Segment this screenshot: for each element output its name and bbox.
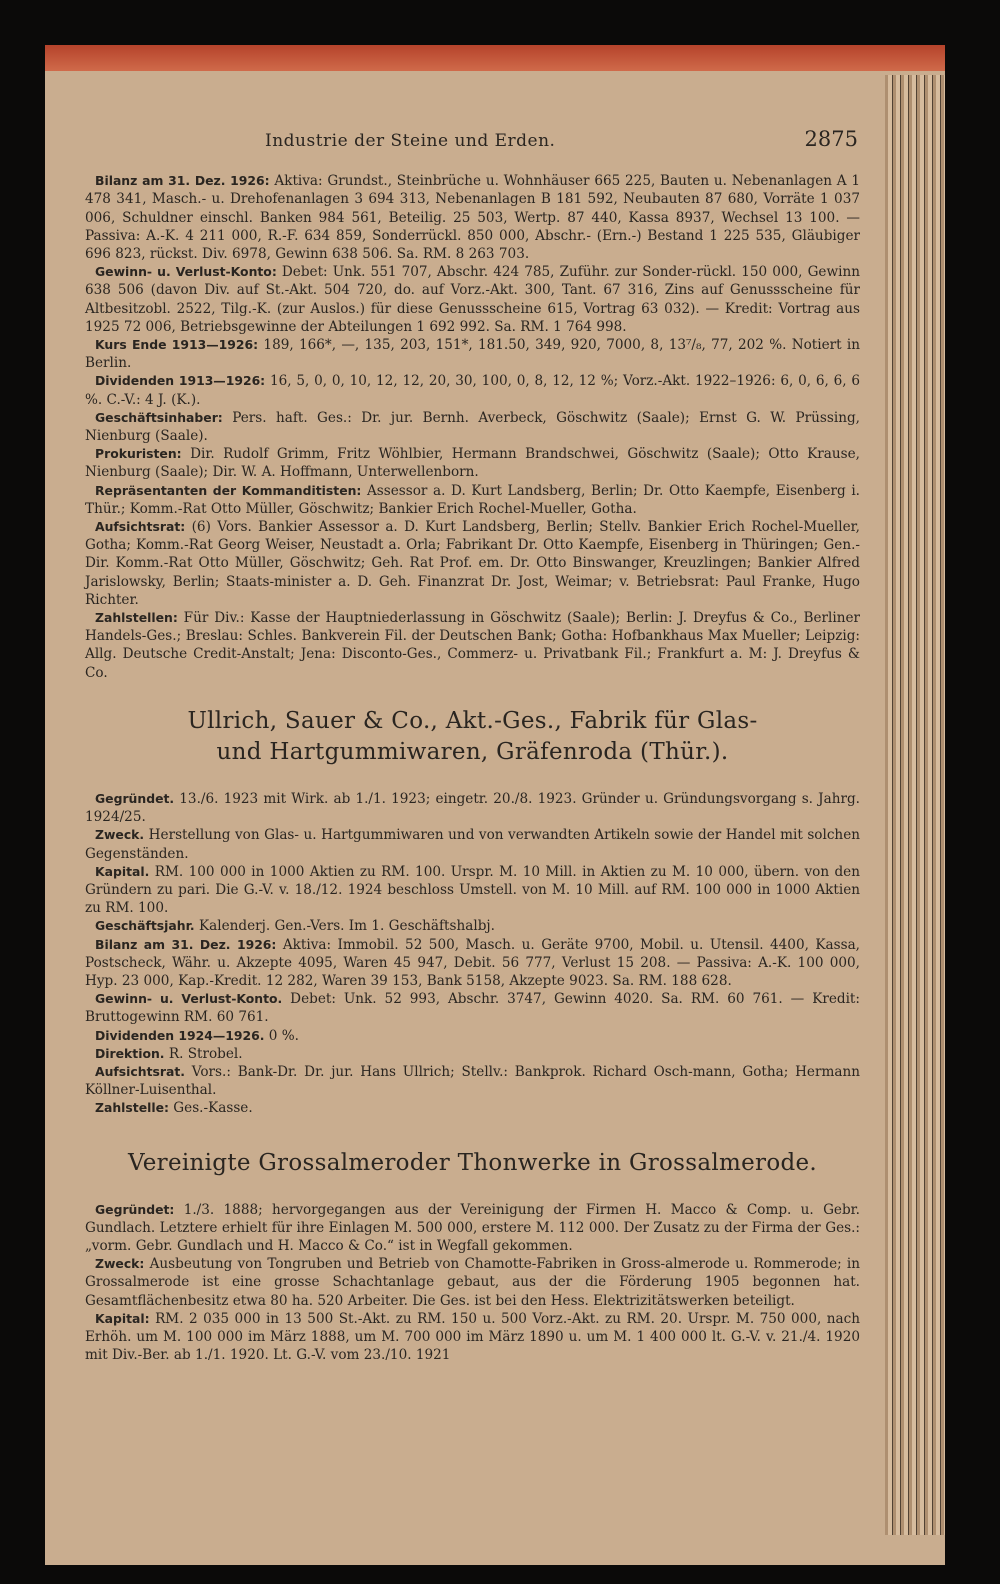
company-heading-ullrich-sauer — [85, 706, 860, 768]
entry-label: Gewinn- u. Verlust-Konto: — [95, 264, 277, 280]
entry-label: Gegründet. — [95, 790, 175, 806]
entry-label: Zweck: — [95, 1256, 145, 1272]
entry-label: Direktion. — [95, 1045, 165, 1061]
entry-paragraph — [85, 1099, 860, 1117]
entry-text: Debet: Unk. 52 993, Abschr. 3747, Gewinn 4020. Sa. RM. 60 761. — Kredit: Bruttogewinn RM. 60 761. — [85, 991, 860, 1026]
entry-paragraph — [85, 172, 860, 263]
entry-label: Geschäftsjahr. — [95, 918, 195, 934]
entry-label: Kapital: — [95, 1310, 150, 1326]
entry-label: Dividenden 1924—1926. — [95, 1027, 265, 1043]
page-number: 2875 — [804, 127, 858, 151]
entry-paragraph — [85, 409, 860, 445]
entry-text: Ges.-Kasse. — [173, 1100, 253, 1117]
entry-paragraph — [85, 336, 860, 372]
entry-paragraph — [85, 1027, 860, 1045]
entry-label: Gewinn- u. Verlust-Konto. — [95, 991, 283, 1007]
entry-text: Assessor a. D. Kurt Landsberg, Berlin; Dr. Otto Kaempfe, Eisenberg i. Thür.; Komm.-Rat Otto Müller, Göschwitz; Bankier Erich Rochel-Mueller, Gotha. — [85, 482, 860, 517]
entry-paragraph — [85, 863, 860, 918]
entry-text: RM. 2 035 000 in 13 500 St.-Akt. zu RM. 150 u. 500 Vorz.-Akt. zu RM. 20. Urspr. M. 750 000, nach Erhöh. um M. 100 000 im März 1888, um M. 700 000 im März 1890 u. um M. 1 400 000 lt. G.-V. v. 21./4. 1920 mit Div.-Ber. ab 1./1. 1920. Lt. G.-V. vom 23./10. 1921 — [85, 1310, 861, 1364]
entry-label: Gegründet: — [95, 1201, 175, 1217]
entry-text: 0 %. — [268, 1027, 299, 1044]
entry-paragraph — [85, 1201, 860, 1256]
entry-label: Prokuristen: — [95, 446, 182, 462]
entry-text: R. Strobel. — [168, 1045, 243, 1062]
scanned-page — [45, 45, 945, 1565]
entry-text: Vors.: Bank-Dr. Dr. jur. Hans Ullrich; Stellv.: Bankprok. Richard Osch-mann, Gotha; Hermann Köllner-Luisenthal. — [85, 1063, 860, 1099]
red-page-edge-band — [45, 45, 945, 71]
entry-paragraph — [85, 1045, 860, 1063]
entry-label: Zahlstelle: — [95, 1100, 169, 1116]
entry-paragraph — [85, 518, 860, 609]
entry-paragraph — [85, 445, 860, 481]
entry-paragraph — [85, 263, 860, 336]
company-heading-line1: Ullrich, Sauer & Co., Akt.-Ges., Fabrik für Glas- — [187, 707, 758, 734]
page-text — [85, 120, 860, 1364]
entry-label: Zahlstellen: — [95, 610, 178, 626]
book-page-edges — [885, 75, 945, 1535]
entry-text: Für Div.: Kasse der Hauptniederlassung in Göschwitz (Saale); Berlin: J. Dreyfus & Co., Berliner Handels-Ges.; Breslau: Schles. Bankverein Fil. der Deutschen Bank; Gotha: Hofbankhaus Max Mueller; Leipzig: Allg. Deutsche Credit-Anstalt; Jena: Disconto-Ges., Commerz- u. Privatbank Fil.; Frankfurt a. M: J. Dreyfus & Co. — [85, 610, 860, 681]
entry-label: Aufsichtsrat. — [95, 1063, 185, 1079]
entry-text: Aktiva: Immobil. 52 500, Masch. u. Geräte 9700, Mobil. u. Utensil. 4400, Kassa, Postscheck, Währ. u. Akzepte 4095, Waren 45 947, Debit. 56 777, Verlust 15 208. — Passiva: A.-K. 100 000, Hyp. 23 000, Kap.-Kredit. 12 282, Waren 39 153, Bank 5158, Akzepte 9023. Sa. RM. 188 628. — [85, 936, 861, 989]
entry-text: Aktiva: Grundst., Steinbrüche u. Wohnhäuser 665 225, Bauten u. Nebenanlagen A 1 478 341, Masch.- u. Drehofenanlagen 3 694 313, Nebenanlagen B 181 592, Neubauten 87 680, Vorräte 1 037 006, Schuldner einschl. Banken 984 561, Beteilig. 25 503, Wertp. 87 440, Kassa 8937, Wechsel 13 100. — Passiva: A.-K. 4 211 000, R.-F. 634 859, Sonderrückl. 850 000, Abschr.- (Ern.-) Bestand 1 225 535, Gläubiger 696 823, rückst. Div. 6978, Gewinn 638 506. Sa. RM. 8 263 703. — [85, 173, 860, 263]
section-previous-company — [85, 172, 860, 682]
entry-text: Dir. Rudolf Grimm, Fritz Wöhlbier, Hermann Brandschwei, Göschwitz (Saale); Otto Krause, Nienburg (Saale); Dir. W. A. Hoffmann, Unterwellenborn. — [85, 446, 860, 481]
entry-text: 189, 166*, —, 135, 203, 151*, 181.50, 349, 920, 7000, 8, 13⁷/₈, 77, 202 %. Notiert in Berlin. — [85, 337, 861, 372]
entry-paragraph — [85, 1310, 860, 1365]
entry-label: Bilanz am 31. Dez. 1926: — [95, 936, 277, 952]
entry-paragraph — [85, 917, 860, 935]
entry-label: Kapital. — [95, 863, 150, 879]
entry-text: RM. 100 000 in 1000 Aktien zu RM. 100. Urspr. M. 10 Mill. in Aktien zu M. 10 000, übern. von den Gründern zu pari. Die G.-V. v. 18./12. 1924 beschloss Umstell. von M. 10 Mill. auf RM. 100 000 in 1000 Aktien zu RM. 100. — [85, 863, 860, 917]
entry-text: Kalenderj. Gen.-Vers. Im 1. Geschäftshalbj. — [198, 918, 495, 935]
entry-paragraph — [85, 1255, 860, 1310]
entry-paragraph — [85, 790, 860, 826]
entry-label: Kurs Ende 1913—1926: — [95, 337, 259, 353]
entry-paragraph — [85, 826, 860, 862]
entry-label: Bilanz am 31. Dez. 1926: — [95, 173, 270, 189]
running-header — [85, 127, 860, 151]
entry-paragraph — [85, 372, 860, 408]
entry-paragraph — [85, 936, 860, 991]
section-ullrich-sauer — [85, 790, 860, 1118]
header-title: Industrie der Steine und Erden. — [265, 131, 556, 151]
entry-text: (6) Vors. Bankier Assessor a. D. Kurt Landsberg, Berlin; Stellv. Bankier Erich Rochel-Mueller, Gotha; Komm.-Rat Georg Weiser, Neustadt a. Orla; Fabrikant Dr. Otto Kaempfe, Eisenberg in Thüringen; Gen.-Dir. Komm.-Rat Otto Müller, Göschwitz; Geh. Rat Prof. em. Dr. Otto Binswanger, Kreuzlingen; Bankier Alfred Jarislowsky, Berlin; Staats-minister a. D. Geh. Finanzrat Dr. Jost, Weimar; v. Betriebsrat: Paul Franke, Hugo Richter. — [85, 519, 860, 608]
entry-text: 1./3. 1888; hervorgegangen aus der Vereinigung der Firmen H. Macco & Comp. u. Gebr. Gundlach. Letztere erhielt für ihre Einlagen M. 500 000, erstere M. 112 000. Der Zusatz zu der Firma der Ges.: „vorm. Gebr. Gundlach und H. Macco & Co.“ ist in Wegfall gekommen. — [85, 1201, 860, 1254]
entry-text: 13./6. 1923 mit Wirk. ab 1./1. 1923; eingetr. 20./8. 1923. Gründer u. Gründungsvorgang s. Jahrg. 1924/25. — [85, 790, 860, 826]
entry-text: Herstellung von Glas- u. Hartgummiwaren und von verwandten Artikeln sowie der Handel mit solchen Gegenständen. — [85, 827, 860, 862]
section-grossalmeroder — [85, 1201, 860, 1365]
entry-label: Zweck. — [95, 827, 145, 843]
entry-paragraph — [85, 609, 860, 682]
entry-text: 16, 5, 0, 0, 10, 12, 12, 20, 30, 100, 0, 8, 12, 12 %; Vorz.-Akt. 1922–1926: 6, 0, 6, 6, 6 %. C.-V.: 4 J. (K.). — [85, 373, 860, 408]
entry-label: Repräsentanten der Kommanditisten: — [95, 482, 362, 498]
entry-text: Pers. haft. Ges.: Dr. jur. Bernh. Averbeck, Göschwitz (Saale); Ernst G. W. Prüssing, Nienburg (Saale). — [85, 409, 860, 445]
entry-label: Dividenden 1913—1926: — [95, 373, 266, 389]
entry-paragraph — [85, 482, 860, 518]
entry-paragraph — [85, 990, 860, 1026]
entry-paragraph — [85, 1063, 860, 1099]
entry-text: Ausbeutung von Tongruben und Betrieb von Chamotte-Fabriken in Gross-almerode u. Rommerode; in Grossalmerode ist eine grosse Schachtanlage gebaut, aus der die Förderung 1905 begonnen hat. Gesamtflächenbesitz etwa 80 ha. 520 Arbeiter. Die Ges. ist bei den Hess. Elektrizitätswerken beteiligt. — [85, 1256, 860, 1309]
entry-label: Aufsichtsrat: — [95, 519, 186, 535]
company-heading-line2: und Hartgummiwaren, Gräfenroda (Thür.). — [216, 738, 729, 765]
entry-text: Debet: Unk. 551 707, Abschr. 424 785, Zuführ. zur Sonder-rückl. 150 000, Gewinn 638 506 (davon Div. auf St.-Akt. 504 720, do. auf Vorz.-Akt. 300, Tant. 67 316, Zins auf Genussscheine für Altbesitzobl. 2522, Tilg.-K. (zur Auslos.) für diese Genussscheine 615, Vortrag 63 032). — Kredit: Vortrag aus 1925 72 006, Betriebsgewinne der Abteilungen 1 692 992. Sa. RM. 1 764 998. — [85, 264, 860, 335]
entry-label: Geschäftsinhaber: — [95, 409, 223, 425]
company-heading-grossalmeroder: Vereinigte Grossalmeroder Thonwerke in Grossalmerode. — [127, 1149, 818, 1176]
